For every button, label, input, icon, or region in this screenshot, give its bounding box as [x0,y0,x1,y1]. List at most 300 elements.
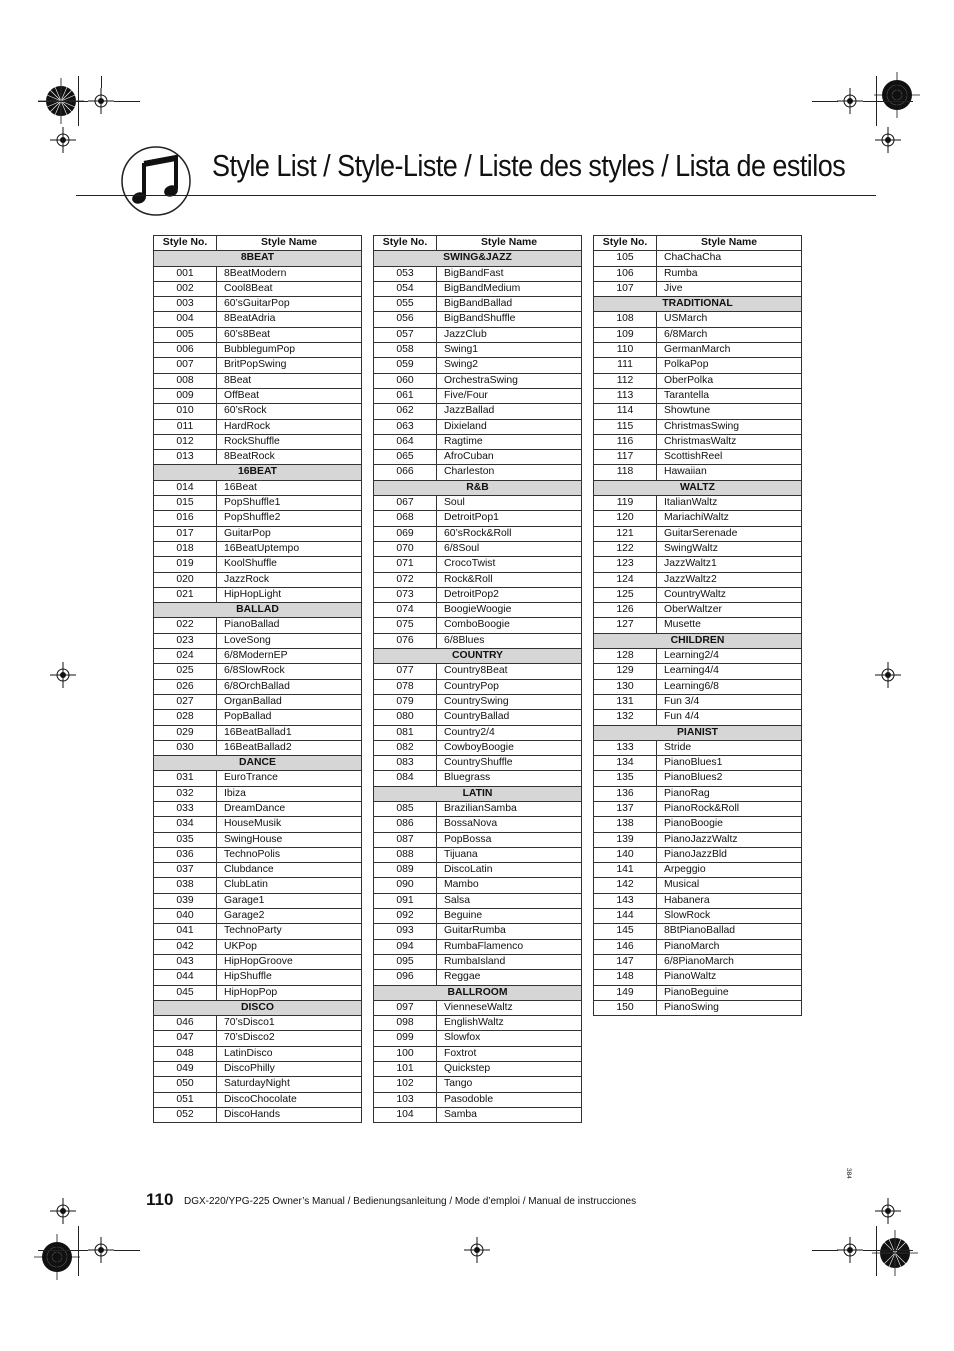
style-name: Musical [657,878,802,893]
category-row [154,251,362,266]
style-number: 150 [594,1000,657,1015]
style-name: JazzWaltz1 [657,557,802,572]
table-row [374,694,582,709]
style-number: 124 [594,572,657,587]
style-number: 067 [374,496,437,511]
style-name: DetroitPop2 [437,587,582,602]
style-name: SlowRock [657,909,802,924]
style-number: 143 [594,893,657,908]
registration-mark-top-right [874,72,920,118]
table-row [594,251,802,266]
style-number: 049 [154,1062,217,1077]
style-name: Learning4/4 [657,664,802,679]
table-row [154,572,362,587]
category-row [594,725,802,740]
style-number: 104 [374,1107,437,1122]
style-table-1 [153,235,362,1123]
category-label: TRADITIONAL [594,297,802,312]
style-name: Samba [437,1107,582,1122]
style-name: 16BeatBallad1 [217,725,362,740]
table-row [154,526,362,541]
style-number: 126 [594,603,657,618]
table-row [374,1077,582,1092]
style-number: 135 [594,771,657,786]
style-name: OrchestraSwing [437,373,582,388]
table-row [374,679,582,694]
style-number: 031 [154,771,217,786]
table-row [154,1062,362,1077]
table-row [374,1092,582,1107]
style-name: CountryShuffle [437,756,582,771]
style-name: BigBandBallad [437,297,582,312]
style-name: KoolShuffle [217,557,362,572]
style-number: 120 [594,511,657,526]
style-name: Ibiza [217,786,362,801]
style-name: 16Beat [217,480,362,495]
table-row [374,756,582,771]
table-row [374,281,582,296]
style-number: 021 [154,587,217,602]
style-name: HipHopLight [217,587,362,602]
style-number: 071 [374,557,437,572]
style-name: Tarantella [657,388,802,403]
table-row [594,587,802,602]
table-row [154,985,362,1000]
style-name: PianoMarch [657,939,802,954]
style-name: BrazilianSamba [437,801,582,816]
style-name: DiscoChocolate [217,1092,362,1107]
style-number: 080 [374,710,437,725]
style-number: 051 [154,1092,217,1107]
category-row [154,1000,362,1015]
table-row [374,1107,582,1122]
style-number: 146 [594,939,657,954]
style-name: SaturdayNight [217,1077,362,1092]
table-row [154,1016,362,1031]
style-number: 079 [374,694,437,709]
style-name: BigBandFast [437,266,582,281]
style-name: 6/8ModernEP [217,649,362,664]
table-row [594,327,802,342]
style-name: PopShuffle2 [217,511,362,526]
style-name: OberPolka [657,373,802,388]
table-row [374,1031,582,1046]
category-row [374,649,582,664]
style-number: 020 [154,572,217,587]
table-row [154,358,362,373]
style-name: PianoBeguine [657,985,802,1000]
table-row [154,541,362,556]
style-name: 60’s8Beat [217,327,362,342]
style-name: Learning2/4 [657,649,802,664]
crosshair-mark [50,127,76,153]
style-name: HipHopGroove [217,954,362,969]
style-number: 065 [374,450,437,465]
style-number: 077 [374,664,437,679]
crop-line [101,76,102,88]
table-row [154,725,362,740]
style-name: GuitarSerenade [657,526,802,541]
style-name: PianoSwing [657,1000,802,1015]
style-name: TechnoParty [217,924,362,939]
table-row [374,878,582,893]
table-row [154,496,362,511]
crop-line [812,1250,838,1251]
style-number: 101 [374,1062,437,1077]
table-row [374,817,582,832]
side-code: 384 [845,1168,852,1179]
page-number: 110 [146,1190,174,1209]
style-name: JazzRock [217,572,362,587]
table-row [594,863,802,878]
table-row [374,496,582,511]
table-row [374,740,582,755]
style-number: 048 [154,1046,217,1061]
table-row [594,281,802,296]
table-row [594,771,802,786]
style-number: 035 [154,832,217,847]
style-name: DiscoPhilly [217,1062,362,1077]
table-row [594,526,802,541]
category-label: BALLROOM [374,985,582,1000]
style-name: CountryBallad [437,710,582,725]
style-number: 070 [374,541,437,556]
table-row [154,863,362,878]
table-row [594,557,802,572]
table-row [374,847,582,862]
category-row [594,633,802,648]
table-row [374,1016,582,1031]
style-name: BossaNova [437,817,582,832]
style-number: 096 [374,970,437,985]
style-name: ChaChaCha [657,251,802,266]
table-row [374,312,582,327]
style-number: 083 [374,756,437,771]
column-header-style-no: Style No. [374,236,437,251]
style-name: Tijuana [437,847,582,862]
style-name: 8BeatAdria [217,312,362,327]
style-number: 047 [154,1031,217,1046]
table-row [374,939,582,954]
style-number: 017 [154,526,217,541]
style-name: Rumba [657,266,802,281]
style-name: DiscoLatin [437,863,582,878]
style-name: HouseMusik [217,817,362,832]
style-number: 044 [154,970,217,985]
style-name: GermanMarch [657,343,802,358]
crop-line [114,101,140,102]
style-name: 60’sGuitarPop [217,297,362,312]
style-name: ItalianWaltz [657,496,802,511]
style-number: 054 [374,281,437,296]
style-number: 078 [374,679,437,694]
table-row [154,1046,362,1061]
table-row [594,924,802,939]
style-number: 130 [594,679,657,694]
style-number: 068 [374,511,437,526]
table-row [374,434,582,449]
style-name: BigBandMedium [437,281,582,296]
table-row [154,1077,362,1092]
crosshair-mark [50,662,76,688]
style-number: 005 [154,327,217,342]
table-row [154,878,362,893]
table-row [374,343,582,358]
style-name: Garage1 [217,893,362,908]
style-name: CountryPop [437,679,582,694]
table-row [374,557,582,572]
style-number: 089 [374,863,437,878]
style-name: 60’sRock&Roll [437,526,582,541]
style-number: 148 [594,970,657,985]
style-name: 6/8March [657,327,802,342]
style-number: 074 [374,603,437,618]
crop-line [78,1226,79,1276]
table-row [374,1062,582,1077]
style-name: PianoJazzWaltz [657,832,802,847]
crosshair-mark [464,1237,490,1263]
table-row [154,633,362,648]
table-row [594,572,802,587]
style-number: 147 [594,954,657,969]
style-number: 072 [374,572,437,587]
table-row [374,266,582,281]
table-row [594,373,802,388]
column-header-style-name: Style Name [437,236,582,251]
crosshair-mark [875,127,901,153]
table-row [374,924,582,939]
style-name: JazzWaltz2 [657,572,802,587]
style-number: 107 [594,281,657,296]
style-name: LoveSong [217,633,362,648]
style-name: CountryWaltz [657,587,802,602]
style-name: Soul [437,496,582,511]
style-number: 023 [154,633,217,648]
style-name: 6/8Blues [437,633,582,648]
crop-line [38,1250,88,1251]
style-number: 149 [594,985,657,1000]
category-row [374,480,582,495]
table-row [594,985,802,1000]
table-row [374,419,582,434]
table-row [154,771,362,786]
style-number: 052 [154,1107,217,1122]
style-name: Fun 3/4 [657,694,802,709]
style-number: 027 [154,694,217,709]
footer-text: DGX-220/YPG-225 Owner’s Manual / Bedienungsanleitung / Mode d’emploi / Manual de instrucciones [184,1196,637,1207]
style-number: 100 [374,1046,437,1061]
style-number: 119 [594,496,657,511]
style-name: PianoJazzBld [657,847,802,862]
style-name: EnglishWaltz [437,1016,582,1031]
table-row [374,404,582,419]
style-number: 062 [374,404,437,419]
style-number: 138 [594,817,657,832]
style-number: 091 [374,893,437,908]
table-row [154,1107,362,1122]
table-row [154,312,362,327]
style-number: 045 [154,985,217,1000]
style-number: 125 [594,587,657,602]
table-row [154,909,362,924]
crosshair-mark [837,1237,863,1263]
category-label: 16BEAT [154,465,362,480]
style-number: 042 [154,939,217,954]
column-header-style-no: Style No. [154,236,217,251]
style-number: 105 [594,251,657,266]
crop-line [812,101,838,102]
style-number: 046 [154,1016,217,1031]
style-number: 014 [154,480,217,495]
style-number: 082 [374,740,437,755]
style-name: ComboBoogie [437,618,582,633]
table-row [374,541,582,556]
style-number: 055 [374,297,437,312]
style-name: RumbaFlamenco [437,939,582,954]
style-name: OffBeat [217,388,362,403]
style-number: 064 [374,434,437,449]
style-number: 087 [374,832,437,847]
style-number: 025 [154,664,217,679]
style-name: USMarch [657,312,802,327]
style-number: 121 [594,526,657,541]
style-number: 102 [374,1077,437,1092]
style-number: 066 [374,465,437,480]
table-row [594,786,802,801]
table-row [154,970,362,985]
table-row [154,511,362,526]
style-number: 003 [154,297,217,312]
style-number: 139 [594,832,657,847]
table-row [374,909,582,924]
style-number: 007 [154,358,217,373]
style-name: PianoWaltz [657,970,802,985]
category-label: SWING&JAZZ [374,251,582,266]
style-name: BritPopSwing [217,358,362,373]
table-row [594,358,802,373]
category-label: R&B [374,480,582,495]
category-label: CHILDREN [594,633,802,648]
table-row [594,343,802,358]
crop-line [876,1226,877,1276]
table-row [374,358,582,373]
table-row [594,465,802,480]
table-row [594,266,802,281]
table-row [594,939,802,954]
table-row [594,801,802,816]
style-number: 141 [594,863,657,878]
style-name: PopBossa [437,832,582,847]
style-name: Five/Four [437,388,582,403]
style-name: Habanera [657,893,802,908]
style-number: 019 [154,557,217,572]
table-row [154,480,362,495]
style-name: OberWaltzer [657,603,802,618]
style-number: 050 [154,1077,217,1092]
style-name: RockShuffle [217,434,362,449]
style-number: 095 [374,954,437,969]
style-name: Country2/4 [437,725,582,740]
category-row [154,465,362,480]
table-row [374,618,582,633]
table-row [374,373,582,388]
table-row [374,725,582,740]
style-name: PolkaPop [657,358,802,373]
style-name: PianoRock&Roll [657,801,802,816]
table-row [374,801,582,816]
style-name: DetroitPop1 [437,511,582,526]
table-row [154,924,362,939]
table-row [374,970,582,985]
table-row [594,664,802,679]
style-number: 063 [374,419,437,434]
category-row [594,480,802,495]
style-number: 142 [594,878,657,893]
table-row [374,450,582,465]
style-name: PianoBlues2 [657,771,802,786]
style-name: 6/8OrchBallad [217,679,362,694]
style-name: Swing1 [437,343,582,358]
style-number: 099 [374,1031,437,1046]
style-number: 039 [154,893,217,908]
style-number: 032 [154,786,217,801]
style-number: 029 [154,725,217,740]
style-number: 106 [594,266,657,281]
crop-line [38,101,88,102]
style-number: 094 [374,939,437,954]
table-row [154,587,362,602]
category-label: BALLAD [154,603,362,618]
table-row [374,893,582,908]
style-number: 053 [374,266,437,281]
style-name: 8BeatRock [217,450,362,465]
crosshair-mark [88,88,114,114]
category-row [154,756,362,771]
table-row [594,450,802,465]
category-row [594,297,802,312]
style-name: ScottishReel [657,450,802,465]
style-name: Tango [437,1077,582,1092]
style-name: Bluegrass [437,771,582,786]
category-label: PIANIST [594,725,802,740]
style-number: 038 [154,878,217,893]
table-row [154,419,362,434]
table-row [594,832,802,847]
table-row [154,618,362,633]
style-name: CountrySwing [437,694,582,709]
style-name: 70’sDisco1 [217,1016,362,1031]
style-name: 6/8SlowRock [217,664,362,679]
style-name: OrganBallad [217,694,362,709]
table-row [154,557,362,572]
table-row [594,541,802,556]
style-name: BoogieWoogie [437,603,582,618]
style-name: HipShuffle [217,970,362,985]
table-row [594,618,802,633]
style-number: 113 [594,388,657,403]
style-name: Hawaiian [657,465,802,480]
table-row [594,909,802,924]
crosshair-mark [837,88,863,114]
table-row [374,526,582,541]
category-label: 8BEAT [154,251,362,266]
style-number: 061 [374,388,437,403]
table-row [154,710,362,725]
style-number: 022 [154,618,217,633]
style-number: 076 [374,633,437,648]
style-number: 041 [154,924,217,939]
table-row [154,939,362,954]
